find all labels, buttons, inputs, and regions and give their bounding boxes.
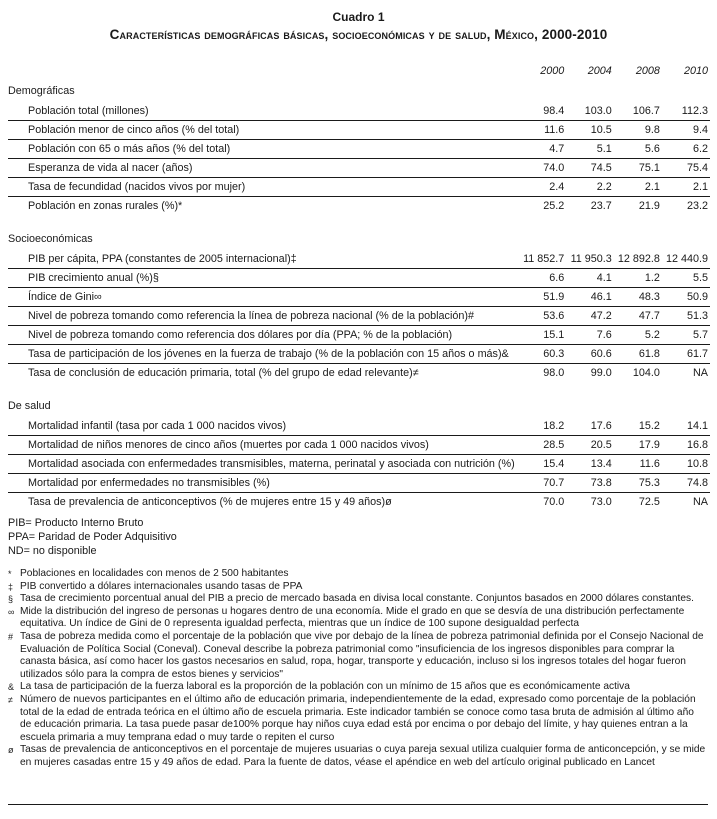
value-cell-2000: 74.0 [515, 159, 567, 178]
footnote-text: Tasa de crecimiento porcentual anual del PIB a precio de mercado basada en divisa local constante. Conjuntos basados en 2000 dólares constantes. [20, 593, 694, 605]
footnote [8, 568, 708, 581]
row-label: Mortalidad por enfermedades no transmisibles (%) [8, 474, 515, 493]
footnote [8, 606, 708, 631]
value-cell-2004: 73.0 [590, 496, 612, 508]
table-row [8, 159, 710, 178]
footnote [8, 681, 708, 694]
table-row [8, 326, 710, 345]
row-label: Población en zonas rurales (%)* [28, 200, 183, 212]
row-label: Mortalidad infantil (tasa por cada 1 000 nacidos vivos) [8, 417, 515, 436]
value-cell-2000: 2.4 [515, 178, 567, 197]
footnote [8, 581, 708, 594]
section-spacer [8, 382, 710, 395]
row-label: Mortalidad de niños menores de cinco años (muertes por cada 1 000 nacidos vivos) [8, 436, 515, 455]
value-cell-2000: 11 852.7 [515, 250, 567, 269]
value-cell-2010: 14.1 [662, 417, 710, 436]
value-cell-2004: 7.6 [566, 326, 614, 345]
table-row [8, 345, 710, 364]
table-row [8, 102, 710, 121]
row-label: Mortalidad asociada con enfermedades transmisibles, materna, perinatal y asociada con nutrición (%) [8, 455, 515, 474]
row-label: Población menor de cinco años (% del total) [8, 121, 515, 140]
value-cell-2008: 47.7 [614, 307, 662, 326]
table-row [8, 178, 710, 197]
value-cell-2008: 61.8 [614, 345, 662, 364]
value-cell-2008: 21.9 [638, 200, 660, 212]
value-cell-2010: 2.1 [662, 178, 710, 197]
section-header-row [8, 395, 710, 417]
footnote-mark: # [8, 631, 14, 642]
value-cell-2004: 99.0 [590, 367, 612, 379]
value-cell-2010: NA [693, 367, 708, 379]
value-cell-2010: NA [693, 496, 708, 508]
footnote-mark: ‡ [8, 581, 14, 592]
value-cell-2000: 18.2 [515, 417, 567, 436]
table-row [8, 474, 710, 493]
value-cell-2004: 74.5 [566, 159, 614, 178]
value-cell-2004: 17.6 [566, 417, 614, 436]
section-title: De salud [8, 400, 51, 412]
value-cell-2000: 53.6 [515, 307, 567, 326]
row-label: Nivel de pobreza tomando como referencia la línea de pobreza nacional (% de la población)# [8, 307, 515, 326]
footnote-mark: § [8, 594, 14, 605]
footnote-text: La tasa de participación de la fuerza laboral es la proporción de la población con un mínimo de 15 años que es económicamente activa [20, 681, 630, 693]
table-title: Características demográficas básicas, socioeconómicas y de salud, México, 2000-2010 [109, 27, 608, 42]
year-header: 2008 [635, 65, 660, 77]
table-row [8, 288, 710, 307]
value-cell-2008: 17.9 [614, 436, 662, 455]
abbreviation: PPA= Paridad de Poder Adquisitivo [8, 531, 177, 543]
spacer-cell [8, 215, 710, 228]
value-cell-2000: 15.1 [515, 326, 567, 345]
abbreviations [8, 516, 177, 558]
value-cell-2000: 70.7 [515, 474, 567, 493]
value-cell-2000: 11.6 [515, 121, 567, 140]
value-cell-2004: 46.1 [566, 288, 614, 307]
table-body [8, 80, 710, 511]
value-cell-2010: 74.8 [662, 474, 710, 493]
table-row [8, 269, 710, 288]
value-cell-2008: 75.1 [614, 159, 662, 178]
value-cell-2000: 60.3 [515, 345, 567, 364]
value-cell-2010: 5.5 [662, 269, 710, 288]
header-blank [8, 62, 515, 80]
value-cell-2000: 98.0 [543, 367, 565, 379]
footnote-text: Mide la distribución del ingreso de personas u hogares dentro de una economía. Mide el grado en que se desvía de una distribución perfectamente equitativa. Un índice de Gini de 0 representa igualdad perfecta, mientras que un índice de 100 supone desigualdad perfecta [20, 605, 685, 630]
value-cell-2008: 1.2 [614, 269, 662, 288]
value-cell-2008: 48.3 [614, 288, 662, 307]
footnote-mark: ø [8, 745, 14, 756]
value-cell-2010: 50.9 [662, 288, 710, 307]
value-cell-2010: 6.2 [662, 140, 710, 159]
value-cell-2004: 5.1 [566, 140, 614, 159]
table-caption: Cuadro 1 [332, 10, 385, 24]
footnote-text: Tasa de pobreza medida como el porcentaje de la población que vive por debajo de la línea de pobreza patrimonial definida por el Consejo Nacional de Evaluación de Política Social (Coneval). Coneval describe la pobreza patrimonial como "insuficiencia de los ingresos disponibles para comprar la canasta básica, así como hacer los gastos necesarios en salud, ropa, hogar, transporte y educación, incluso si los ingresos totales del hogar fueron utilizados sólo para la compra de estos bienes y servicios" [20, 630, 704, 680]
year-header-row [8, 62, 710, 80]
value-cell-2000: 25.2 [543, 200, 565, 212]
value-cell-2010: 23.2 [686, 200, 708, 212]
value-cell-2008: 11.6 [614, 455, 662, 474]
value-cell-2004: 47.2 [566, 307, 614, 326]
value-cell-2010: 16.8 [662, 436, 710, 455]
value-cell-2010: 10.8 [662, 455, 710, 474]
value-cell-2000: 98.4 [515, 102, 567, 121]
value-cell-2010: 75.4 [662, 159, 710, 178]
value-cell-2004: 10.5 [566, 121, 614, 140]
table-row [8, 417, 710, 436]
row-label: Nivel de pobreza tomando como referencia dos dólares por día (PPA; % de la población) [8, 326, 515, 345]
year-header: 2004 [587, 65, 612, 77]
value-cell-2000: 15.4 [515, 455, 567, 474]
value-cell-2008: 72.5 [638, 496, 660, 508]
value-cell-2004: 4.1 [566, 269, 614, 288]
value-cell-2004: 73.8 [566, 474, 614, 493]
footnote-text: Número de nuevos participantes en el último año de educación primaria, independientemente de la edad, expresado como porcentaje de la población total de la edad de entrada teórica en el último año de escuela primaria. Este indicador también se conoce como tasa bruta de admisión al último año de educación primaria. La tasa puede pasar de100% porque hay niños cuya edad está por encima o por debajo del límite, y hay quienes entran a la escuela primaria a muy temprana edad o muy tarde o repiten el curso [20, 693, 696, 743]
footnote-text: Tasas de prevalencia de anticonceptivos en el porcentaje de mujeres usuarias o cuya pareja sexual utiliza cualquier forma de anticoncepción, y se mide en mujeres casadas entre 15 y 49 años de edad. Para la fuente de datos, véase el apéndice en web del artículo original publicado en Lancet [20, 744, 706, 768]
value-cell-2010: 9.4 [662, 121, 710, 140]
value-cell-2000: 28.5 [515, 436, 567, 455]
footnote-mark: & [8, 682, 15, 693]
footnote [8, 631, 708, 681]
value-cell-2010: 12 440.9 [662, 250, 710, 269]
row-label: Tasa de participación de los jóvenes en la fuerza de trabajo (% de la población con 15 años o más)& [8, 345, 515, 364]
row-label: Índice de Gini∞ [8, 288, 515, 307]
spacer-cell [8, 382, 710, 395]
value-cell-2000: 70.0 [543, 496, 565, 508]
section-title: Socioeconómicas [8, 233, 93, 245]
footnote-text: PIB convertido a dólares internacionales usando tasas de PPA [20, 580, 303, 592]
row-label: PIB per cápita, PPA (constantes de 2005 internacional)‡ [8, 250, 515, 269]
table-row [8, 364, 710, 383]
value-cell-2004: 60.6 [566, 345, 614, 364]
table-row [8, 140, 710, 159]
table-row [8, 493, 710, 512]
value-cell-2010: 112.3 [662, 102, 710, 121]
value-cell-2004: 2.2 [566, 178, 614, 197]
row-label: Población con 65 o más años (% del total) [8, 140, 515, 159]
footnote-mark: * [8, 569, 12, 579]
table-row [8, 455, 710, 474]
row-label: Población total (millones) [8, 102, 515, 121]
year-header: 2010 [683, 65, 708, 77]
value-cell-2008: 75.3 [614, 474, 662, 493]
value-cell-2008: 15.2 [614, 417, 662, 436]
table-row [8, 307, 710, 326]
value-cell-2010: 51.3 [662, 307, 710, 326]
value-cell-2008: 106.7 [614, 102, 662, 121]
row-label: Esperanza de vida al nacer (años) [8, 159, 515, 178]
data-table [8, 62, 710, 511]
value-cell-2010: 5.7 [662, 326, 710, 345]
footnote-mark: ≠ [8, 694, 13, 705]
table-row [8, 197, 710, 216]
table-row [8, 436, 710, 455]
value-cell-2004: 103.0 [566, 102, 614, 121]
year-header: 2000 [540, 65, 565, 77]
value-cell-2004: 20.5 [566, 436, 614, 455]
value-cell-2008: 12 892.8 [614, 250, 662, 269]
row-label: Tasa de fecundidad (nacidos vivos por mujer) [8, 178, 515, 197]
section-header-row [8, 228, 710, 250]
value-cell-2008: 9.8 [614, 121, 662, 140]
value-cell-2008: 5.2 [614, 326, 662, 345]
row-label: Tasa de conclusión de educación primaria, total (% del grupo de edad relevante)≠ [28, 367, 419, 379]
table-row [8, 121, 710, 140]
value-cell-2000: 51.9 [515, 288, 567, 307]
abbreviation: ND= no disponible [8, 545, 97, 557]
section-header-row [8, 80, 710, 102]
row-label: Tasa de prevalencia de anticonceptivos (% de mujeres entre 15 y 49 años)ø [28, 496, 392, 508]
value-cell-2000: 4.7 [515, 140, 567, 159]
footnote [8, 593, 708, 606]
footnote [8, 694, 708, 744]
footnotes [8, 568, 708, 770]
bottom-rule [8, 804, 708, 805]
value-cell-2008: 5.6 [614, 140, 662, 159]
value-cell-2008: 104.0 [632, 367, 660, 379]
abbreviation: PIB= Producto Interno Bruto [8, 517, 144, 529]
value-cell-2004: 23.7 [590, 200, 612, 212]
table-row [8, 250, 710, 269]
value-cell-2000: 6.6 [515, 269, 567, 288]
section-title: Demográficas [8, 85, 75, 97]
footnote-mark: ∞ [8, 606, 15, 617]
value-cell-2004: 11 950.3 [566, 250, 614, 269]
section-spacer [8, 215, 710, 228]
row-label: PIB crecimiento anual (%)§ [8, 269, 515, 288]
value-cell-2008: 2.1 [614, 178, 662, 197]
footnote [8, 744, 708, 769]
footnote-text: Poblaciones en localidades con menos de 2 500 habitantes [20, 568, 289, 579]
value-cell-2010: 61.7 [662, 345, 710, 364]
value-cell-2004: 13.4 [566, 455, 614, 474]
